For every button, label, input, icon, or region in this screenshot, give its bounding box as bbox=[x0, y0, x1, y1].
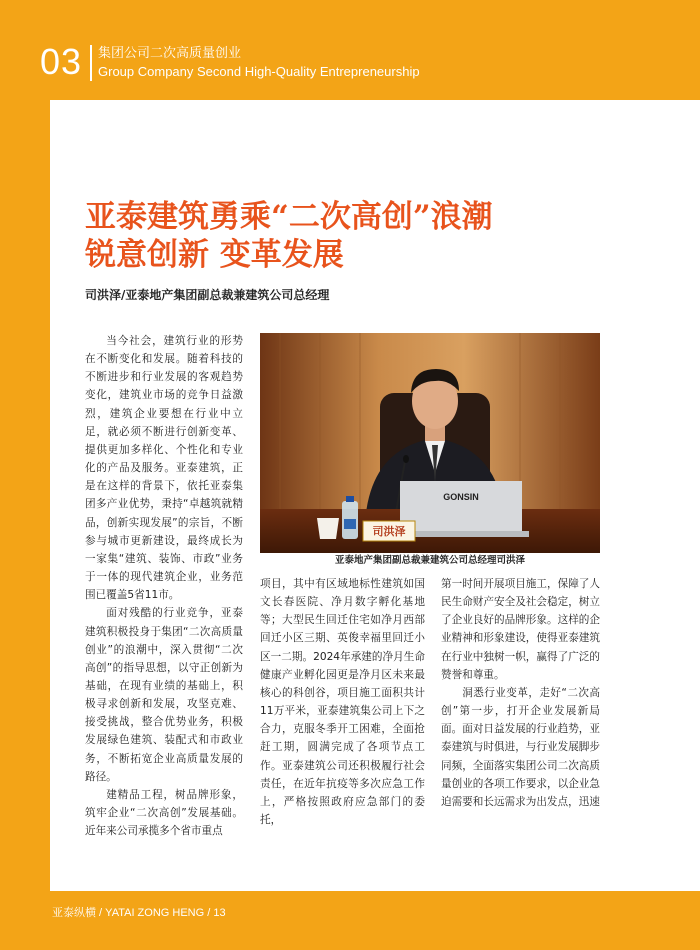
laptop-brand: GONSIN bbox=[443, 492, 479, 502]
text-column-2 bbox=[260, 575, 425, 829]
photo-caption: 亚泰地产集团副总裁兼建筑公司总经理司洪泽 bbox=[334, 555, 525, 566]
header-divider bbox=[90, 45, 92, 81]
text-column-3 bbox=[441, 575, 600, 811]
article-title-line2: 锐意创新 变革发展 bbox=[85, 237, 344, 273]
paragraph: 面对残酷的行业竞争，亚泰建筑积极投身于集团“二次高质量创业”的浪潮中，深入贯彻“二次高创”的指导思想，以守正创新为基础，在现有业绩的基础上，积极寻求创新和发展，攻坚克难、接受挑战，整合优势业务，积极发展绿色建筑、装配式和市政业务，不断拓宽企业高质量发展的路径。 bbox=[85, 607, 243, 783]
paragraph: 第一时间开展项目施工，保障了人民生命财产安全及社会稳定，树立了企业良好的品牌形象。这样的企业精神和形象建设，使得亚泰建筑在行业中独树一帜，赢得了广泛的赞誉和尊重。 bbox=[441, 578, 600, 681]
text-column-1 bbox=[85, 332, 243, 840]
portrait-photo bbox=[260, 333, 600, 553]
photo-illustration bbox=[260, 333, 600, 553]
page-footer: 亚泰纵横 / YATAI ZONG HENG / 13 bbox=[52, 907, 226, 919]
paragraph: 项目，其中有区域地标性建筑如国文长春医院、净月数字孵化基地等；大型民生回迁住宅如净月西部回迁小区三期、英俊幸福里回迁小区一二期。2024年承建的净月生命健康产业孵化园更是净月区未来最核心的科创谷，项目施工面积共计11万平米，亚泰建筑集公司上下之合力，克服冬季开工困难，全面抢赶工期，圆满完成了各项节点工作。亚泰建筑公司还积极履行社会责任，在近年抗疫等多次应急工作上，严格按照政府应急部门的委托， bbox=[260, 578, 425, 827]
section-header bbox=[0, 0, 700, 100]
paragraph: 当今社会，建筑行业的形势在不断变化和发展。随着科技的不断进步和行业发展的客观趋势变化，建筑业市场的竞争日益激烈，建筑企业要想在行业中立足，就必须不断进行创新变革、提供更加多样化、个性化和专业化的产品及服务。亚泰建筑，正是在这样的背景下，依托亚泰集团多产业优势，秉持“卓越筑就精品，创新实现发展”的宗旨，不断参与城市更新建设，最终成长为一家集“建筑、装饰、市政”业务于一体的现代建筑企业，业务范围已覆盖5省11市。 bbox=[85, 335, 243, 602]
article-title-line1: 亚泰建筑勇乘“二次高创”浪潮 bbox=[85, 199, 493, 235]
section-number: 03 bbox=[40, 41, 83, 82]
paragraph: 建精品工程，树品牌形象，筑牢企业“二次高创”发展基础。近年来公司承揽多个省市重点 bbox=[85, 788, 243, 838]
section-title-en: Group Company Second High-Quality Entrepreneurship bbox=[98, 64, 420, 79]
article-byline: 司洪泽/亚泰地产集团副总裁兼建筑公司总经理 bbox=[85, 288, 330, 302]
section-title-cn: 集团公司二次高质量创业 bbox=[98, 45, 242, 60]
paragraph: 洞悉行业变革，走好“二次高创”第一步，打开企业发展新局面。面对日益发展的行业趋势，亚泰建筑与时俱进，与行业发展脚步同频，全面落实集团公司二次高质量创业的各项工作要求，以企业急迫需要和长远需求为出发点，迅速 bbox=[441, 686, 600, 808]
nameplate: 司洪泽 bbox=[372, 525, 406, 538]
